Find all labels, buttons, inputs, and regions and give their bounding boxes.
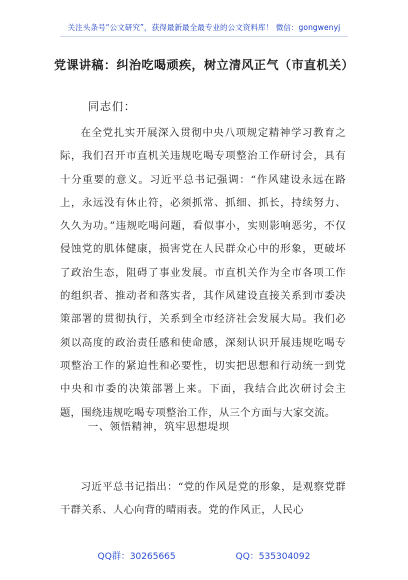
header-banner: 关注头条号“公文研究”，获得最新最全最专业的公文资料库！ 微信：gongwenyj (67, 23, 341, 32)
footer-contact (0, 549, 408, 562)
document-title: 党课讲稿：纠治吃喝顽疾，树立清风正气（市直机关） (53, 58, 354, 72)
footer-qq: QQ：535304092 (235, 552, 311, 562)
body-paragraph-1: 在全党扎实开展深入贯彻中央八项规定精神学习教育之际，我们召开市直机关违规吃喝专项整治工作研讨会，具有十分重要的意义。习近平总书记强调：“作风建设永远在路上，永远没有休止符，必须抓常、抓细、抓长，持续努力、久久为功。”违规吃喝问题，看似事小，实则影响恶劣，不仅侵蚀党的肌体健康，损害党在人民群众心中的形象，更破坏了政治生态，阻碍了事业发展。市直机关作为全市各项工作的组织者、推动者和落实者，其作风建设直接关系到市委决策部署的贯彻执行，关系到全市经济社会发展大局。我们必须以高度的政治责任感和使命感，深刻认识开展违规吃喝专项整治工作的紧迫性和必要性，切实把思想和行动统一到党中央和市委的决策部署上来。下面，我结合此次研讨会主题，围绕违规吃喝专项整治工作，从三个方面与大家交流。 (60, 127, 346, 419)
body-paragraph-2: 习近平总书记指出：“党的作风是党的形象，是观察党群干群关系、人心向背的晴雨表。党的作风正，人民心 (60, 481, 346, 517)
section-heading-1: 一、领悟精神，筑牢思想堤坝 (88, 421, 230, 433)
salutation: 同志们： (88, 100, 136, 113)
header-divider (60, 36, 348, 37)
footer-qq-group: QQ群：30265665 (97, 552, 176, 562)
